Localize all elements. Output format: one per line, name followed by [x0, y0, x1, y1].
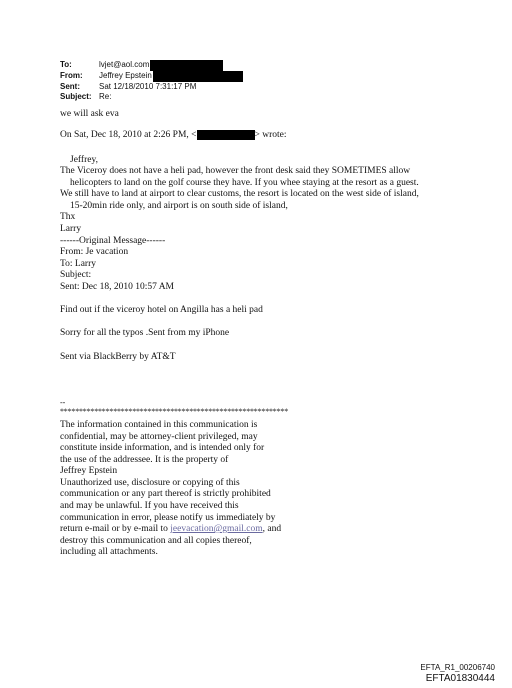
disclaimer-line: Jeffrey Epstein [60, 466, 118, 476]
from-label: From: [60, 71, 83, 80]
signature-dash: -- [60, 398, 66, 407]
orig-from: From: Je vacation [60, 247, 129, 257]
body-line: 15-20min ride only, and airport is on south side of island, [70, 201, 288, 211]
orig-to: To: Larry [60, 259, 97, 269]
subject-label: Subject: [60, 92, 92, 101]
body-line: We still have to land at airport to clear customs, the resort is located on the west side of island, [60, 189, 419, 199]
separator-stars: ************************************************************ [60, 407, 289, 416]
blackberry-note: Sent via BlackBerry by AT&T [60, 352, 176, 362]
sent-value: Sat 12/18/2010 7:31:17 PM [99, 82, 197, 91]
original-message-marker: ------Original Message------ [60, 236, 166, 246]
sent-row [60, 82, 243, 92]
email-header [60, 60, 243, 102]
disclaimer-line: and may be unlawful. If you have received this [60, 501, 239, 511]
orig-body: Find out if the viceroy hotel on Angilla has a heli pad [60, 305, 263, 315]
disclaimer-line: communication or any part thereof is strictly prohibited [60, 489, 271, 499]
to-row [60, 60, 243, 71]
body-line: The Viceroy does not have a heli pad, however the front desk said they SOMETIMES allow [60, 166, 411, 176]
disclaimer-line: the use of the addressee. It is the property of [60, 455, 229, 465]
disclaimer-line: The information contained in this communication is [60, 420, 258, 430]
to-value: lvjet@aol.com [99, 60, 150, 69]
subject-value: Re: [99, 92, 112, 101]
bates-number: EFTA01830444 [425, 673, 495, 684]
redaction-box [153, 71, 243, 82]
disclaimer-line: constitute inside information, and is intended only for [60, 443, 265, 453]
disclaimer-line: confidential, may be attorney-client privileged, may [60, 432, 258, 442]
disclaimer-line: communication in error, please notify us immediately by [60, 513, 276, 523]
reply-text: we will ask eva [60, 109, 119, 119]
quote-prefix: On Sat, Dec 18, 2010 at 2:26 PM, < [60, 130, 197, 141]
document-id: EFTA_R1_00206740 [420, 663, 495, 672]
quote-suffix: > wrote: [254, 130, 287, 141]
orig-sent: Sent: Dec 18, 2010 10:57 AM [60, 282, 174, 292]
greeting: Jeffrey, [70, 155, 98, 165]
from-value: Jeffrey Epstein [99, 71, 152, 80]
from-row [60, 71, 243, 82]
disclaimer-line: destroy this communication and all copies thereof, [60, 536, 252, 546]
signature-name: Larry [60, 224, 82, 234]
redaction-box [150, 60, 223, 71]
disclaimer-line: including all attachments. [60, 547, 158, 557]
thx-text: Thx [60, 212, 76, 222]
sent-label: Sent: [60, 82, 80, 91]
quote-attribution [60, 130, 287, 141]
typos-note: Sorry for all the typos .Sent from my iPhone [60, 328, 230, 338]
disclaimer-line: Unauthorized use, disclosure or copying of this [60, 478, 240, 488]
subject-row [60, 92, 243, 102]
redaction-box [197, 130, 255, 140]
disclaimer-text: return e-mail or by e-mail to [60, 524, 171, 534]
orig-subject: Subject: [60, 270, 92, 280]
body-line: helicopters to land on the golf course they have. If you whee staying at the resort as a guest. [70, 178, 419, 188]
email-link[interactable]: jeevacation@gmail.com [170, 524, 263, 534]
disclaimer-text: , and [262, 524, 282, 534]
to-label: To: [60, 60, 72, 69]
disclaimer-line [60, 524, 281, 535]
